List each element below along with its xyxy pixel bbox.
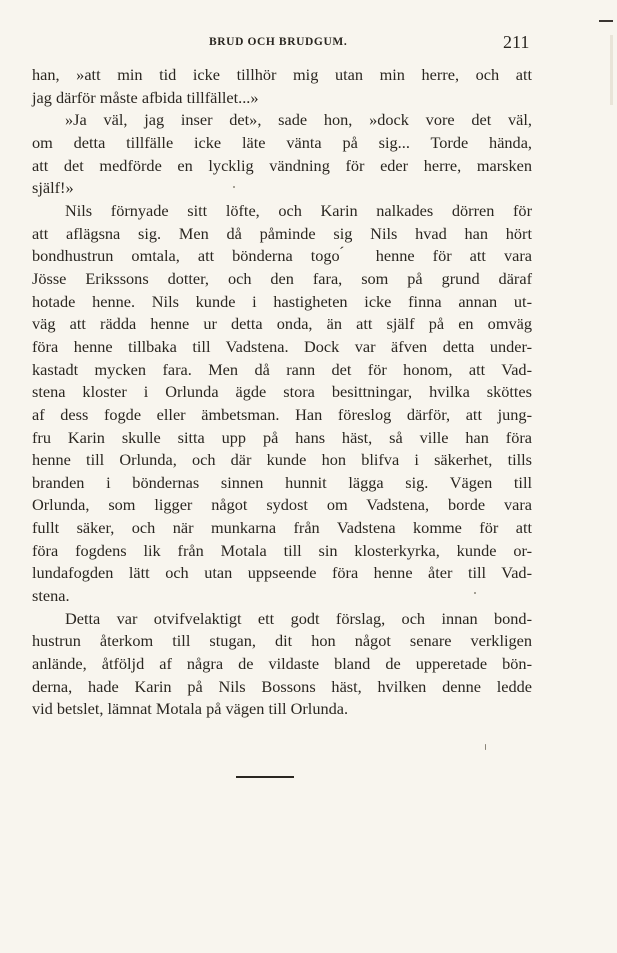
text-line: »Ja väl, jag inser det», sade hon, »dock vore det väl, xyxy=(65,110,532,130)
text-line: föra henne tillbaka till Vadstena. Dock var äfven detta under- xyxy=(32,336,532,356)
text-line: henne till Orlunda, och där kunde hon blifva i säkerhet, tills xyxy=(32,450,532,470)
text-line: Jösse Erikssons dotter, och den fara, som på grund däraf xyxy=(32,268,532,288)
text-line: Nils förnyade sitt löfte, och Karin nalkades dörren för xyxy=(65,200,532,220)
running-title: BRUD OCH BRUDGUM. xyxy=(209,36,348,48)
text-line: branden i böndernas sinnen hunnit lägga sig. Vägen till xyxy=(32,472,532,492)
paper-speck xyxy=(485,744,486,750)
text-line: väg att rädda henne ur detta onda, än att själf på en omväg xyxy=(32,314,532,334)
page-number: 211 xyxy=(503,32,530,52)
text-line: jag därför måste afbida tillfället...» xyxy=(32,87,259,107)
text-line: att aflägsna sig. Men då påminde sig Nils hvad han hört xyxy=(32,223,532,243)
running-head xyxy=(0,32,617,54)
text-line: anlände, åtföljd af några de vildaste bland de upperetade bön- xyxy=(32,654,532,674)
text-line: Detta var otvifvelaktigt ett godt förslag, och innan bond- xyxy=(65,608,532,628)
page-edge-mark xyxy=(599,20,613,22)
end-rule xyxy=(236,776,294,778)
text-line: af dess fogde eller ämbetsman. Han föreslog därför, att jung- xyxy=(32,404,532,424)
text-line: fullt säker, och när munkarna från Vadstena komme för att xyxy=(32,518,532,538)
text-line: han, »att min tid icke tillhör mig utan min herre, och att xyxy=(32,65,532,84)
text-line: stena kloster i Orlunda ägde stora besittningar, hvilka sköttes xyxy=(32,382,532,402)
paper-speck xyxy=(233,186,235,188)
body-text xyxy=(32,64,532,721)
text-line: kastadt mycken fara. Men då rann det för honom, att Vad- xyxy=(32,359,532,379)
text-line: derna, hade Karin på Nils Bossons häst, hvilken denne ledde xyxy=(32,676,532,696)
text-line: vid betslet, lämnat Motala på vägen till Orlunda. xyxy=(32,699,349,719)
text-line: att det medförde en lycklig vändning för eder herre, marsken xyxy=(32,155,532,175)
text-line: fru Karin skulle sitta upp på hans häst, så ville han föra xyxy=(32,427,532,447)
paper-speck xyxy=(474,592,476,594)
text-line: bondhustrun omtala, att bönderna togo ́ henne för att vara xyxy=(32,246,532,266)
text-line: lundafogden lätt och utan uppseende föra henne åter till Vad- xyxy=(32,563,532,583)
text-line: föra fogdens lik från Motala till sin klosterkyrka, kunde or- xyxy=(32,540,532,560)
text-line: stena. xyxy=(32,586,70,606)
text-line: hotade henne. Nils kunde i hastigheten icke finna annan ut- xyxy=(32,291,532,311)
text-line: hustrun återkom till stugan, dit hon något senare verkligen xyxy=(32,631,532,651)
text-line: själf!» xyxy=(32,178,74,198)
text-line: om detta tillfälle icke läte vänta på sig... Torde hända, xyxy=(32,132,532,152)
text-line: Orlunda, som ligger något sydost om Vadstena, borde vara xyxy=(32,495,532,515)
